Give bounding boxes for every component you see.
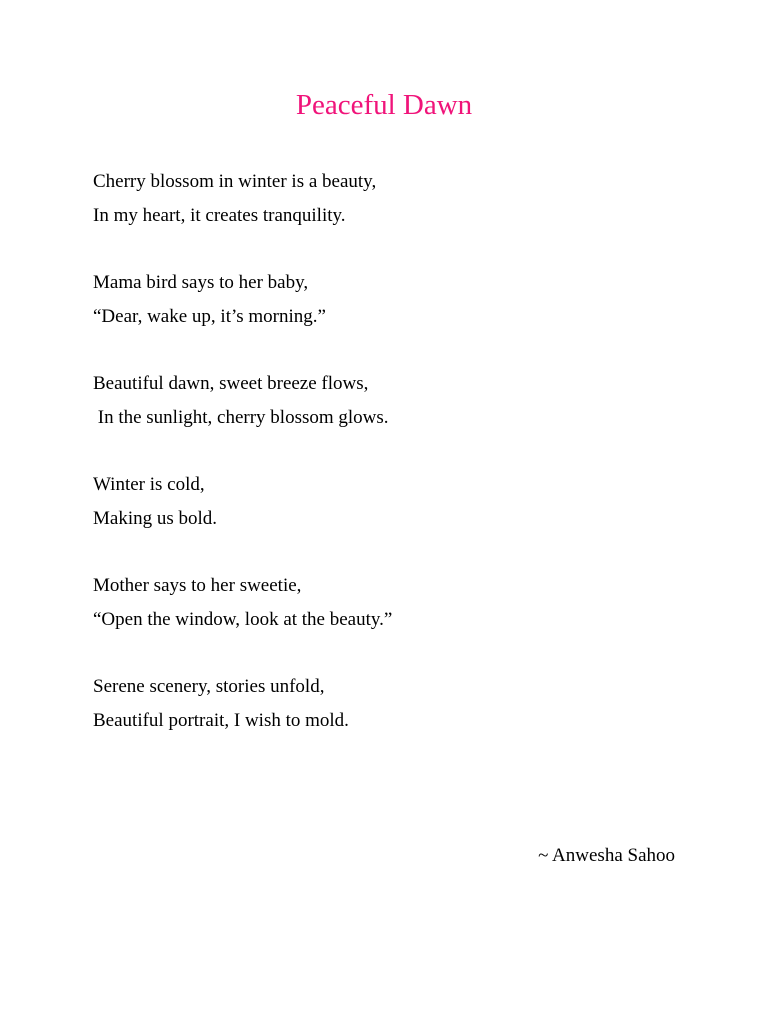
poem-line: Serene scenery, stories unfold,	[93, 676, 325, 697]
poem-line: Winter is cold,	[93, 474, 205, 495]
poem-line: In the sunlight, cherry blossom glows.	[93, 407, 389, 428]
poem-line: Making us bold.	[93, 508, 218, 529]
stanza-2	[93, 266, 693, 334]
poem-line: Mama bird says to her baby,	[93, 272, 309, 293]
stanza-3	[93, 367, 693, 435]
poem-line: Cherry blossom in winter is a beauty,	[93, 171, 377, 192]
poem-line: “Open the window, look at the beauty.”	[93, 609, 393, 630]
poem-line: Mother says to her sweetie,	[93, 575, 302, 596]
stanza-5	[93, 569, 693, 637]
author-signature: ~ Anwesha Sahoo	[538, 845, 675, 866]
stanza-4	[93, 468, 693, 536]
poem-title: Peaceful Dawn	[295, 89, 473, 121]
stanza-1	[93, 165, 693, 233]
poem-body	[93, 165, 693, 771]
stanza-6	[93, 670, 693, 738]
poem-line: “Dear, wake up, it’s morning.”	[93, 306, 326, 327]
poem-line: Beautiful dawn, sweet breeze flows,	[93, 373, 369, 394]
poem-line: In my heart, it creates tranquility.	[93, 205, 346, 226]
poem-line: Beautiful portrait, I wish to mold.	[93, 710, 349, 731]
